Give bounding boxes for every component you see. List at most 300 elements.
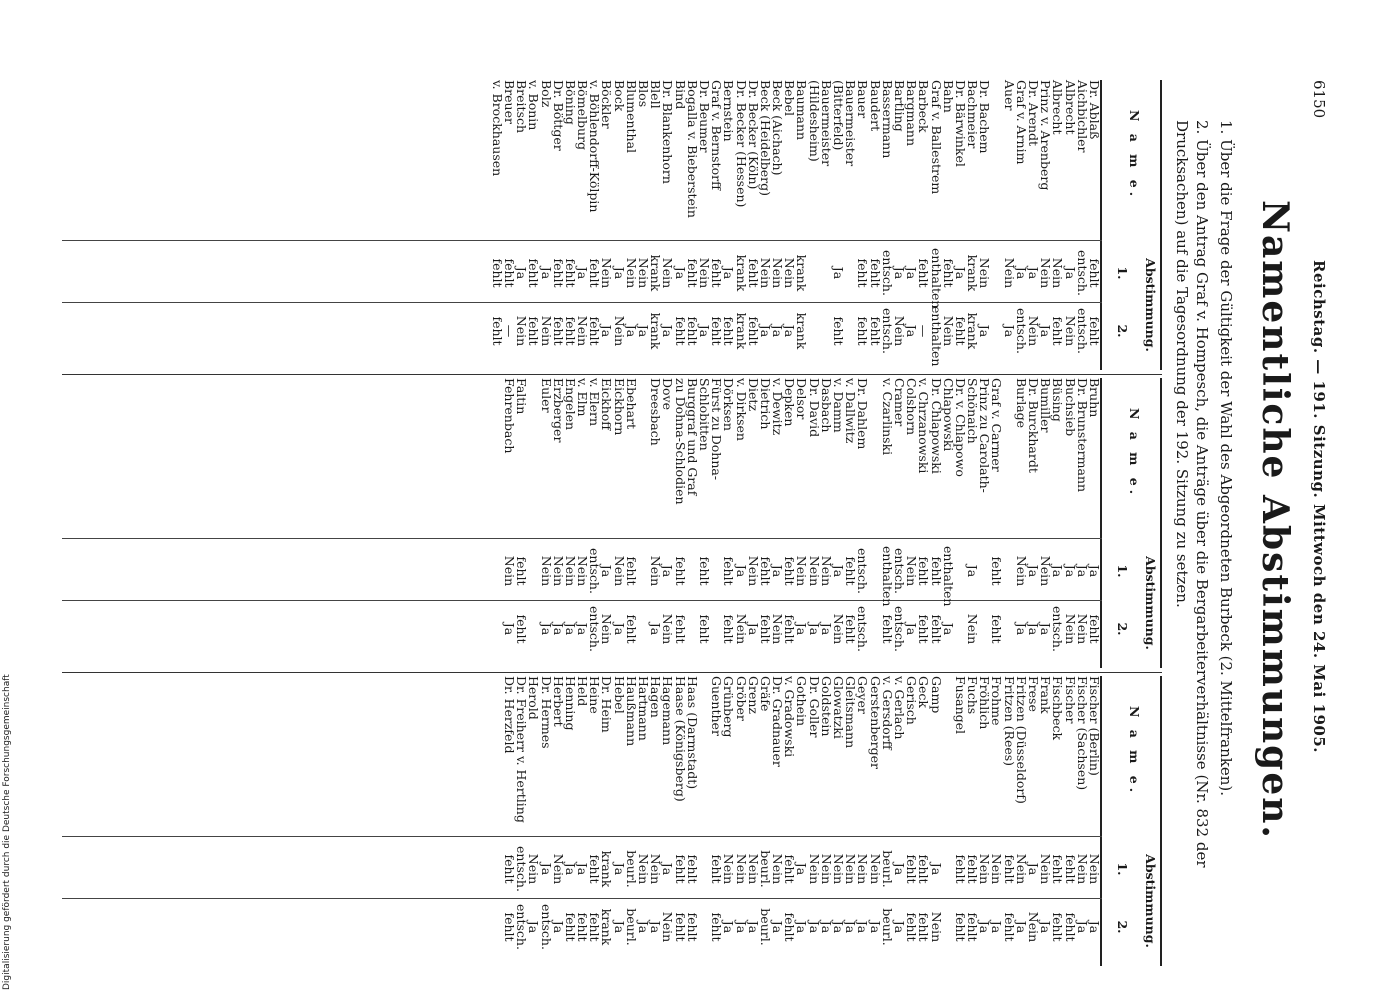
vote-1-value: Nein <box>1013 853 1029 885</box>
vote-1-value: fehlt <box>550 258 566 288</box>
table-row <box>1003 80 1015 370</box>
member-name: Dr. Böttger <box>550 80 566 151</box>
table-row <box>538 378 554 668</box>
vote-1-value: krank <box>733 254 749 292</box>
table-row <box>599 80 615 370</box>
vote-1-value: entsch. <box>514 846 530 892</box>
member-name: Bachmeier <box>965 80 981 149</box>
vote-2-value: Ja <box>1038 622 1054 636</box>
abstimmung-header: Abstimmung. <box>1143 854 1158 948</box>
vote-1-value: Nein <box>1038 257 1054 289</box>
vote-1-value: Nein <box>1038 555 1054 587</box>
vote-2-value: fehlt <box>782 912 798 942</box>
vote-2-value: fehlt <box>782 614 798 644</box>
vote-2-value: Nein <box>831 613 847 645</box>
vote-1-value: Ja <box>575 266 591 280</box>
vote-2-value: Nein <box>1062 315 1078 347</box>
table-row <box>1003 676 1015 966</box>
table-row <box>855 378 871 668</box>
vote-2-value: Ja <box>648 622 664 636</box>
vote-2-value: entsch. <box>1050 606 1066 652</box>
vote-2-value: Ja <box>745 622 761 636</box>
member-name: Bruhn <box>1087 378 1102 418</box>
member-name: Geck <box>916 676 932 708</box>
vote-2-value: Ja <box>843 920 859 934</box>
member-name: Dasbach <box>818 378 834 433</box>
vote-1-value: Nein <box>1001 257 1017 289</box>
vote-1-value: beurl. <box>879 850 895 888</box>
vote-1-value: fehlt <box>916 556 932 586</box>
vote-2-value: beurl. <box>757 908 773 946</box>
vote-2-value: Nein <box>770 613 786 645</box>
vote-2-value: Ja <box>1013 920 1029 934</box>
member-name: Prinz v. Arenberg <box>1038 80 1054 191</box>
table-row <box>1062 378 1078 668</box>
vote-2-value: Ja <box>745 920 761 934</box>
vote-2-value: Ja <box>940 622 956 636</box>
table-row <box>794 676 810 966</box>
member-name: Auer <box>1001 80 1017 111</box>
member-name: Bernstein <box>721 80 737 142</box>
member-name: Dr. Hermes <box>538 676 554 749</box>
vote-1-value: Ja <box>611 266 627 280</box>
member-name: Dr. Freiherr v. Hertling <box>514 676 530 823</box>
vote-1-value: fehlt <box>867 258 883 288</box>
column-divider <box>62 672 1162 673</box>
member-name: Eickhorn <box>611 378 627 436</box>
vote-1-value: Nein <box>562 555 578 587</box>
vote-2-value: Ja <box>1026 622 1042 636</box>
vote-2-value: fehlt <box>831 316 847 346</box>
table-row <box>721 80 737 370</box>
table-row <box>1015 378 1027 668</box>
table-row <box>855 80 871 370</box>
table-row <box>526 676 542 966</box>
table-row <box>855 676 871 966</box>
table-row <box>648 378 664 668</box>
vote-2-value: krank <box>965 312 981 350</box>
member-name: Blell <box>648 80 664 109</box>
member-name: Hagen <box>648 676 664 718</box>
page-number: 6150 <box>1310 80 1328 119</box>
table-row <box>928 676 944 966</box>
member-name: Baudert <box>867 80 883 132</box>
vote-1-value: Nein <box>770 853 786 885</box>
vote-1-value: Ja <box>575 862 591 876</box>
member-name: Heine <box>587 676 603 714</box>
vote-1-value: Ja <box>928 862 944 876</box>
vote-1-value: Nein <box>1013 555 1029 587</box>
member-name: Dr. Burckhardt <box>1026 378 1042 473</box>
vote-1-value: fehlt <box>502 854 517 884</box>
member-name: Beck (Aichach) <box>770 80 786 176</box>
vote-2-value: Ja <box>1013 622 1029 636</box>
vote-1-value: Nein <box>1050 257 1066 289</box>
member-name: Ebehart <box>623 378 639 430</box>
vote-2-value: fehlt <box>952 316 968 346</box>
member-name: Dr. Arendt <box>1026 80 1042 147</box>
vote-1-value: Nein <box>818 853 834 885</box>
vote-2-value: Ja <box>1001 324 1017 338</box>
vote-1-value: Ja <box>538 266 554 280</box>
vote-2-value: fehlt <box>843 614 859 644</box>
vote-2-value: Ja <box>770 920 786 934</box>
vote-1-value: Nein <box>806 555 822 587</box>
table-row <box>990 80 1002 370</box>
vote-1-value: fehlt <box>745 258 761 288</box>
member-name: Aichbichler <box>1074 80 1090 153</box>
vote-2-value: Nein <box>965 613 981 645</box>
table-row <box>599 378 615 668</box>
vote-2-value: Ja <box>721 920 737 934</box>
vote-1-value: Nein <box>745 853 761 885</box>
table-row <box>721 676 737 966</box>
vote-1-value: Nein <box>782 257 798 289</box>
member-name: Hebel <box>611 676 627 714</box>
vote-2-value: fehlt <box>965 912 981 942</box>
vote-1-value: Ja <box>1050 564 1066 578</box>
vote-1-value: fehlt <box>904 854 920 884</box>
column-header <box>1100 80 1162 370</box>
vote-1-value: enthalten <box>928 248 944 309</box>
table-row <box>527 378 539 668</box>
vote-1-value: Ja <box>514 266 530 280</box>
member-name: Dr. Beumer <box>697 80 712 153</box>
member-name: v. Gerlach <box>892 676 907 740</box>
table-row <box>881 378 893 668</box>
table-row <box>660 80 676 370</box>
member-name: Fischer <box>1062 676 1078 724</box>
vote-2-value: Ja <box>648 920 664 934</box>
member-name: Schönaich <box>965 378 981 444</box>
column-header <box>1100 676 1162 966</box>
member-name: Prinz zu Carolath- <box>977 378 993 493</box>
vote-2-value: fehlt <box>684 912 700 942</box>
vote-2-value: krank <box>599 908 615 946</box>
vote-1-value: Ja <box>660 862 676 876</box>
vote-1-value: Nein <box>794 555 810 587</box>
vote-1-value: Ja <box>904 266 920 280</box>
vote-1-value: fehlt <box>697 556 712 586</box>
member-name: Dr. Bachem <box>977 80 993 154</box>
vote-1-header: 1. <box>1115 564 1130 578</box>
member-name: v. Dewitz <box>770 378 786 436</box>
vote-1-value: fehlt <box>940 258 956 288</box>
table-row <box>599 676 615 966</box>
vote-1-value: fehlt <box>489 258 505 288</box>
member-name: v. Böhlendorff-Kölpin <box>587 80 603 213</box>
vote-2-value: Nein <box>611 315 627 347</box>
vote-1-value: Nein <box>989 853 1005 885</box>
vote-1-value: entsch. <box>1074 250 1090 296</box>
member-name: Dr. Blankenhorn <box>660 80 676 184</box>
member-name: Gerstenberger <box>867 676 883 769</box>
member-name: Fritzen (Düsseldorf) <box>1013 676 1029 804</box>
vote-2-value: fehlt <box>989 614 1005 644</box>
vote-1-value: Ja <box>1026 862 1042 876</box>
table-row <box>868 378 880 668</box>
member-name: Bargmann <box>904 80 920 147</box>
member-name: Held <box>575 676 591 707</box>
member-name: Büsing <box>1050 378 1066 422</box>
member-name: v. Bonin <box>526 80 542 131</box>
member-name: Gröber <box>733 676 749 721</box>
member-name: Baumann <box>794 80 810 141</box>
vote-2-value: Ja <box>977 324 993 338</box>
vote-2-value: Ja <box>782 324 798 338</box>
vote-1-value: enthalten <box>879 546 895 607</box>
vote-2-value: Ja <box>1074 920 1090 934</box>
member-name: v. Elern <box>587 378 603 427</box>
vote-2-value: Nein <box>1062 613 1078 645</box>
vote-2-value: Ja <box>770 324 786 338</box>
vote-1-value: Ja <box>1074 564 1090 578</box>
running-title: Reichstag. — 191. Sitzung. Mittwoch den 24. Mai 1905. <box>1310 260 1328 754</box>
vote-2-value: fehlt <box>928 614 944 644</box>
vote-table <box>62 80 1162 960</box>
vote-2-value: Ja <box>611 920 627 934</box>
member-name: Bolz <box>538 80 554 108</box>
vote-2-value: Nein <box>928 911 944 943</box>
member-name: Bumiller <box>1038 378 1054 433</box>
vote-1-value: Nein <box>904 555 920 587</box>
vote-2-value: Nein <box>1026 315 1042 347</box>
vote-1-value: Nein <box>770 257 786 289</box>
abstimmung-header: Abstimmung. <box>1143 556 1158 650</box>
vote-2-value: Ja <box>550 622 566 636</box>
vote-1-value: Nein <box>733 853 749 885</box>
member-name: Graf v. Carmer <box>989 378 1005 472</box>
member-name: Blos <box>636 80 652 108</box>
vote-1-value: Nein <box>855 853 871 885</box>
vote-2-value: Ja <box>904 622 920 636</box>
vote-1-value: Nein <box>648 853 664 885</box>
vote-2-value: Ja <box>818 622 834 636</box>
member-name: Engelen <box>562 378 578 431</box>
vote-2-value: Ja <box>855 920 871 934</box>
member-name: Bauer <box>855 80 871 119</box>
vote-1-value: Nein <box>757 257 773 289</box>
table-row <box>1062 676 1078 966</box>
vote-2-value: Ja <box>611 622 627 636</box>
member-name: Euler <box>538 378 554 413</box>
vote-1-value: Nein <box>575 555 591 587</box>
table-row <box>808 676 820 966</box>
table-row <box>954 676 966 966</box>
vote-2-value: Nein <box>733 613 749 645</box>
vote-2-value: fehlt <box>904 912 920 942</box>
member-name: Grünberg <box>721 676 737 738</box>
member-name: Dove <box>660 378 676 411</box>
member-name: Buchsieb <box>1062 378 1078 437</box>
vote-2-value: fehlt <box>684 316 700 346</box>
member-name: Dr. Ablaß <box>1087 80 1102 140</box>
table-row <box>1062 80 1078 370</box>
member-name: Frese <box>1026 676 1042 712</box>
vote-1-value: beurl. <box>757 850 773 888</box>
vote-2-value: Nein <box>599 613 615 645</box>
member-name: Dr. Brunstermann <box>1074 378 1090 493</box>
member-name: Bauermeister <box>843 80 859 167</box>
vote-2-value: Ja <box>636 324 652 338</box>
table-row <box>867 80 883 370</box>
member-name: Dr. Bärwinkel <box>952 80 968 167</box>
vote-2-value: fehlt <box>1001 912 1017 942</box>
vote-1-value: fehlt <box>709 258 725 288</box>
vote-2-value: — <box>916 324 932 338</box>
table-row <box>709 676 725 966</box>
vote-1-value: Ja <box>660 564 676 578</box>
vote-2-value: Ja <box>502 622 517 636</box>
vote-1-value: Nein <box>977 853 993 885</box>
member-name: Chlapowski <box>940 378 956 452</box>
vote-1-value: Ja <box>562 862 578 876</box>
vote-1-value: Nein <box>538 555 554 587</box>
vote-1-value: fehlt <box>928 556 944 586</box>
table-row <box>1050 378 1066 668</box>
member-name: Frank <box>1038 676 1054 714</box>
vote-1-value: fehlt <box>562 258 578 288</box>
vote-1-value: Nein <box>599 257 615 289</box>
vote-1-value: Nein <box>818 555 834 587</box>
member-name: Dr. Gradnauer <box>770 676 786 767</box>
member-name: Bartling <box>892 80 907 132</box>
vote-1-value: Ja <box>538 862 554 876</box>
vote-2-value: Ja <box>757 324 773 338</box>
member-name: Geyer <box>855 676 871 714</box>
vote-1-value: Ja <box>892 266 907 280</box>
vote-1-value: Nein <box>550 555 566 587</box>
vote-1-value: fehlt <box>684 258 700 288</box>
vote-1-value: fehlt <box>623 556 639 586</box>
vote-2-value: fehlt <box>623 614 639 644</box>
vote-1-value: Nein <box>1074 853 1090 885</box>
vote-1-value: entsch. <box>855 548 871 594</box>
vote-2-value: fehlt <box>672 316 688 346</box>
page-title: Namentliche Abstimmungen. <box>1254 200 1296 840</box>
vote-question-2: 2. Über den Antrag Graf v. Hompesch, die Anträge über die Bergarbeiterverhältnisse (Nr. 832 der Drucksachen) auf die Tagesordnung der 192. Sitzung zu setzen. <box>1173 120 1211 868</box>
vote-2-value: Nein <box>660 613 676 645</box>
vote-1-value: fehlt <box>721 556 737 586</box>
vote-1-value: Ja <box>952 266 968 280</box>
table-row <box>928 80 944 370</box>
vote-2-value: Ja <box>806 920 822 934</box>
member-name: Cramer <box>892 378 907 427</box>
vote-1-value: entsch. <box>879 250 895 296</box>
vote-1-value: Ja <box>1026 266 1042 280</box>
vote-2-value: Ja <box>818 920 834 934</box>
vote-1-value: fehlt <box>709 854 725 884</box>
vote-1-value: Ja <box>794 862 810 876</box>
vote-1-value: Nein <box>977 257 993 289</box>
member-name: Fuchs <box>965 676 981 715</box>
vote-1-value: Ja <box>770 564 786 578</box>
vote-1-value: fehlt <box>672 854 688 884</box>
table-row <box>989 676 1005 966</box>
vote-1-value: entsch. <box>892 548 907 594</box>
vote-2-value: entsch. <box>1013 308 1029 354</box>
member-name: Böckler <box>599 80 615 129</box>
member-name: Bauermeister <box>818 80 834 167</box>
member-name: Burlage <box>1013 378 1029 429</box>
member-name: Barbeck <box>916 80 932 133</box>
vote-1-value: fehlt <box>989 556 1005 586</box>
table-row <box>794 378 810 668</box>
vote-2-header: 2. <box>1115 324 1130 338</box>
vote-2-value: Ja <box>867 920 883 934</box>
vote-1-value: Nein <box>1087 853 1102 885</box>
member-name: Dietz <box>745 378 761 412</box>
vote-1-value: Ja <box>831 564 847 578</box>
member-name: Henning <box>562 676 578 731</box>
vote-1-value: Ja <box>1087 564 1102 578</box>
vote-2-value: krank <box>794 312 810 350</box>
member-name: Breitsch <box>514 80 530 134</box>
member-name: Graf v. Bernstorff <box>709 80 725 190</box>
vote-2-value: fehlt <box>562 316 578 346</box>
vote-2-value: fehlt <box>562 912 578 942</box>
table-row <box>721 378 737 668</box>
vote-1-value: fehlt <box>952 854 968 884</box>
vote-1-value: Ja <box>733 564 749 578</box>
member-name: Fröhlich <box>977 676 993 730</box>
vote-1-value: entsch. <box>587 548 603 594</box>
vote-1-value: fehlt <box>916 258 932 288</box>
member-name: Fürst zu Dohna- <box>709 378 725 481</box>
member-name: Faltin <box>514 378 530 415</box>
column-header <box>1100 378 1162 668</box>
member-name: Dr. Chlapowski <box>928 378 944 474</box>
vote-2-value: fehlt <box>867 316 883 346</box>
vote-1-value: Nein <box>623 257 639 289</box>
vote-1-value: Nein <box>745 555 761 587</box>
member-name: Colshorn <box>904 378 920 436</box>
vote-1-value: Nein <box>831 853 847 885</box>
member-name: Herold <box>526 676 542 720</box>
vote-1-value: fehlt <box>684 854 700 884</box>
vote-2-header: 2. <box>1115 622 1130 636</box>
member-name: Albrecht <box>1062 80 1078 135</box>
member-name: Guenther <box>709 676 725 736</box>
vote-2-value: fehlt <box>1062 912 1078 942</box>
vote-1-value: Nein <box>867 853 883 885</box>
vote-question-1: 1. Über die Frage der Gültigkeit der Wahl des Abgeordneten Burbeck (2. Mittelfranken). <box>1217 120 1235 797</box>
table-row <box>989 378 1005 668</box>
table-row <box>867 676 883 966</box>
vote-2-value: fehlt <box>1050 912 1066 942</box>
member-name: v. Gradowski <box>782 676 798 758</box>
vote-2-value: fehlt <box>672 912 688 942</box>
vote-2-value: Ja <box>794 920 810 934</box>
member-name: Hartmann <box>636 676 652 741</box>
vote-2-value: Ja <box>660 324 676 338</box>
vote-2-value: fehlt <box>855 316 871 346</box>
vote-1-value: enthalten <box>940 546 956 607</box>
vote-1-value: Ja <box>721 266 737 280</box>
vote-1-value: Nein <box>697 257 712 289</box>
vote-1-value: Ja <box>1062 564 1078 578</box>
member-name: Bömelburg <box>575 80 591 150</box>
member-name: Böning <box>562 80 578 125</box>
table-row <box>808 378 820 668</box>
vote-1-value: fehlt <box>965 854 981 884</box>
vote-1-value: fehlt <box>1001 854 1017 884</box>
table-row <box>613 676 625 966</box>
vote-1-value: fehlt <box>672 556 688 586</box>
vote-1-value: Nein <box>806 853 822 885</box>
member-name: Breuer <box>502 80 517 124</box>
vote-1-value: Ja <box>599 564 615 578</box>
